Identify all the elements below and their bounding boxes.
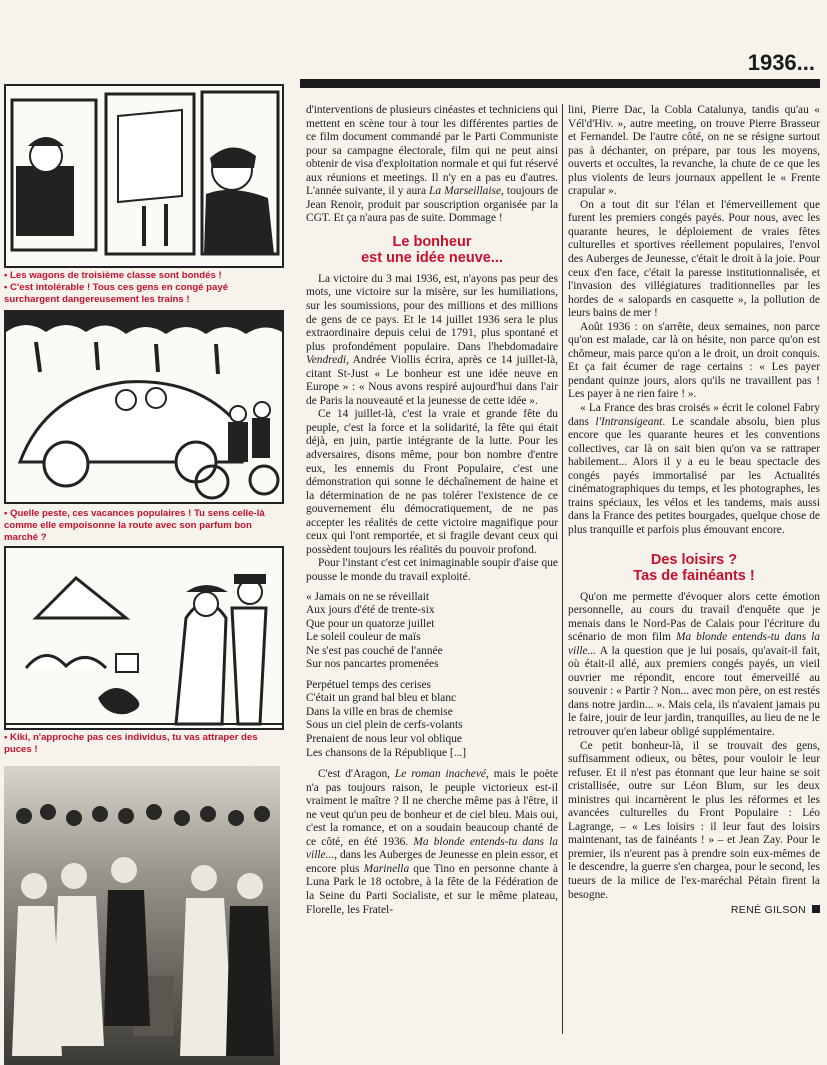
header-rule — [300, 79, 820, 88]
cartoon-train-compartment — [4, 84, 284, 268]
illustration-column — [4, 80, 280, 1065]
paragraph: Août 1936 : on s'arrête, deux semaines, non parce qu'on est malade, car là on hésite, non parce qu'on est chômeur, mais parce qu'on a le droit, un droit conquis. Et ça fait écumer de rage certains : « Les payer pendant quinze jours, alors qu'ils ne travaillent pas ! Les payer à ne rien faire ! ». — [568, 320, 820, 401]
author-signature: RENÉ GILSON — [568, 904, 820, 918]
crowd-dancing-photo — [4, 766, 280, 1065]
article-column-right — [568, 104, 820, 918]
poem-quote: « Jamais on ne se réveillait Aux jours d'été de trente-six Que pour un quatorze juillet Le soleil couleur de maïs Ne s'est pas couché de l'année Sur nos pancartes promenées Perpétuel temps des cerises C'était un grand bal bleu et blanc Dans la ville en bras de chemise Sous un ciel plein de cerfs-volants Prenaient de nous leur vol oblique Les chansons de la République [...] — [306, 590, 467, 759]
article-column-middle — [306, 104, 558, 917]
paragraph: lini, Pierre Dac, la Cobla Catalunya, tandis qu'au « Vél'd'Hiv. », autre meeting, on trouve Pierre Brasseur et Fernandel. De l'autre côté, on ne se résigne surtout pas à déchanter, on prépare, par tous les moyens, ouverts et occultes, la revanche, la chute de ce que les plus violents de leurs journaux appellent le « Frente crapular ». — [568, 104, 820, 198]
cartoon-car-road — [4, 310, 284, 504]
cartoon-caption-1: • Les wagons de troisième classe sont bondés ! • C'est intolérable ! Tous ces gens en congé payé surchargent dangereusement les trains ! — [4, 270, 229, 305]
paragraph: Ce petit bonheur-là, il se trouvait des gens, suffisamment odieux, ou bêtes, pour vouloir le leur refuser. Et il n'est pas étonnant que leur haine se soit cristallisée, outre sur Léon Blum, sur les deux ministres qui incarnèrent le plus les réformes et les avancées culturelles du Front Populaire : Léo Lagrange, – « Les loisirs : il leur faut des loisirs maintenant, tas de fainéants ! » – et Jean Zay. Pour le premier, ils n'eurent pas à prendre soin eux-mêmes de le descendre, la guerre s'en chargea, pour le second, les tueurs de la milice de l'ex-maréchal Pétain firent la besogne. — [568, 739, 820, 901]
end-mark-icon — [812, 905, 820, 913]
paragraph: Qu'on me permette d'évoquer alors cette émotion personnelle, au cours du travail d'enquête que je menais dans le Nord-Pas de Calais pour l'écriture du scénario de mon film Ma blonde entends-tu dans la ville... A la question que je lui posais, qu'avait-il fait, où était-il allé, aux premiers congés payés, un vieil ouvrier me répondit, encore tout émerveillé au souvenir : « Partir ? Non... avec mon père, on est restés dans notre jardin... ». Mais cela, ils n'avaient jamais pu le faire, jouir de leur jardin, tranquilles, au lieu de ne le retrouver qu'en labeur obligé supplémentaire. — [568, 590, 821, 738]
paragraph: Pour l'instant c'est cet inimaginable soupir d'aise que pousse le monde du travail exploité. — [306, 557, 558, 583]
column-divider — [562, 104, 563, 1034]
paragraph: « La France des bras croisés » écrit le colonel Fabry dans l'Intransigeant. Le scandale absolu, bien plus encore que les quarante heures et les conventions collectives, car là on sait bien qu'on va se rattraper habilement... Alors il y a eu le beau spectacle des congés payés immortalisé par les Actualités cinématographiques du temps, et les photographes, les trains spéciaux, les vélos et les tandems, mais aussi dans la France des petites bourgades, quelque chose de plus tranquille et parfois plus émouvant encore. — [568, 402, 820, 536]
paragraph: Ce 14 juillet-là, c'est la vraie et grande fête du peuple, c'est la force et la solidarité, la fête qui était déjà, en juin, partie intégrante de la lutte. Pour les adversaires, disons même, pour bon nombre d'entre eux, les ennemis du Front Populaire, c'est une démonstration qui sonne le déchaînement de haine et la détermination de ne pas tolérer l'existence de ce gouvernement élu démocratiquement, de ne pas accepter les réalités de cette victoire magnifique pour ceux qui l'ont remportée, et si fragile devant ceux qui possèdent toujours les réalités du pouvoir profond. — [306, 408, 558, 556]
cartoon-picnic — [4, 546, 284, 730]
cartoon-caption-3: • Kiki, n'approche pas ces individus, tu vas attraper des puces ! — [4, 732, 258, 755]
paragraph: La victoire du 3 mai 1936, est, n'ayons pas peur des mots, une victoire sur la misère, sur les humiliations, sur les soumissions, pour des millions et des millions de gens de ce pays. Et le 14 juillet 1936 sera le plus extraordinaire depuis celui de 1791, plus spontané et plus profondément populaire. Dans l'hebdomadaire Vendredi, Andrée Viollis écrira, après ce 14 juillet-là, citant St-Just « Le bonheur est une idée neuve en Europe » : « Nous avons respiré aujourd'hui dans l'air de Paris la nouveauté et la jeunesse de cette idée ». — [306, 272, 558, 407]
paragraph: On a tout dit sur l'élan et l'émerveillement que furent les premiers congés payés. Pour nous, avec les quarante heures, le déploiement de vraies fêtes culturelles et sportives réellement populaires, l'envol des Auberges de Jeunesse, c'était le droit à la joie. Pour ceux d'en face, c'était la paresse institutionnalisée, et l'invasion des villégiatures traditionnelles par les hordes de « salopards en casquette », la pollution de leurs bains de mer ! — [568, 198, 820, 320]
page-title: 1936... — [747, 50, 815, 75]
subheading-loisirs: Des loisirs ? Tas de fainéants ! — [633, 551, 755, 584]
cartoon-caption-2: • Quelle peste, ces vacances populaires ! Tu sens celle-là comme elle empoisonne la route avec son parfum bon marché ? — [4, 508, 265, 543]
paragraph: C'est d'Aragon, Le roman inachevé, mais le poète n'a pas toujours raison, le peuple victorieux est-il vraiment le maître ? Il ne cherche même pas à l'être, il ne veut qu'un peu de bonheur et de ciel bleu. Mais oui, c'est la romance, et on a soudain beaucoup chanté de ce côté, en été 1936. Ma blonde entends-tu dans la ville..., dans les Auberges de Jeunesse en plein essor, et encore plus Marinella que Tino en personne chante à Luna Park le 18 octobre, à la fête de la Fédération de la Seine du Parti Socialiste, et sur le même plateau, Florelle, les Fratel- — [306, 768, 559, 916]
subheading-bonheur: Le bonheur est une idée neuve... — [361, 233, 503, 266]
paragraph: d'interventions de plusieurs cinéastes et techniciens qui mettent en scène tour à tour les différentes parties de ce film document commandé par le Parti Communiste pour sa campagne électorale, film qui ne peut ainsi obtenir de visa d'exploitation normale et qui fut réservé aux réunions et meetings. Il n'y en a pas eu d'autres. L'année suivante, il y aura La Marseillaise, toujours de Jean Renoir, produit par souscription organisée par la CGT. Et ça n'aura pas de suite. Dommage ! — [306, 104, 558, 225]
